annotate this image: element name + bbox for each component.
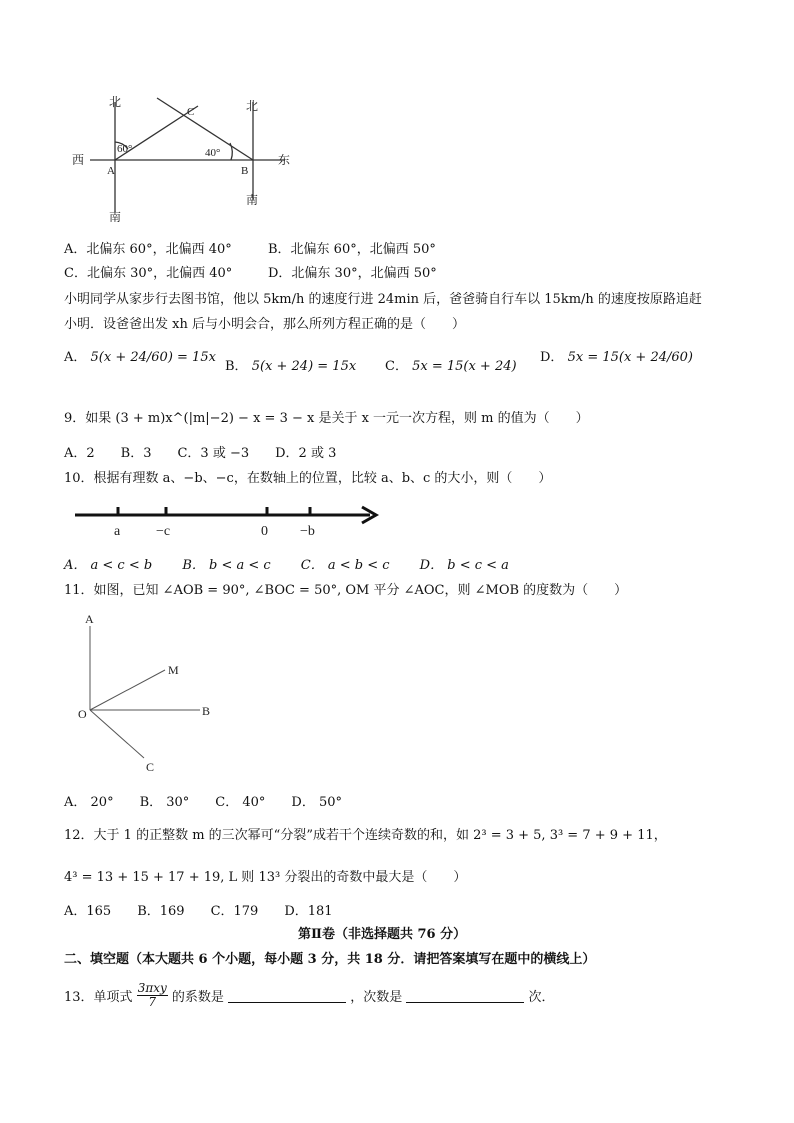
compass-option-b: B．北偏东 60°，北偏西 50° xyxy=(268,242,436,257)
q8-text-line1: 小明同学从家步行去图书馆，他以 5km/h 的速度行进 24min 后，爸爸骑自行车以 15km/h 的速度按原路追赶 xyxy=(64,292,702,307)
tick-label-zero: 0 xyxy=(261,524,268,539)
compass-option-a: A．北偏东 60°，北偏西 40° xyxy=(64,242,232,257)
point-b-label: B xyxy=(202,704,211,718)
tick-label-neg-b: −b xyxy=(300,524,315,539)
q8-option-b xyxy=(225,355,356,374)
q11-options: A． 20° B． 30° C． 40° D． 50° xyxy=(64,795,343,810)
compass-option-d: D．北偏东 30°，北偏西 50° xyxy=(268,266,437,281)
q13-coef-text: 的系数是 xyxy=(171,990,224,1005)
q9-options: A．2 B．3 C．3 或 −3 D．2 或 3 xyxy=(64,446,337,461)
q8-option-b-equation: 5(x + 24) = 15x xyxy=(251,359,357,374)
q8-option-a xyxy=(64,346,216,365)
compass-option-c: C．北偏东 30°，北偏西 40° xyxy=(64,266,233,281)
point-c-label: C xyxy=(146,760,155,774)
q13-prefix: 13．单项式 xyxy=(64,990,133,1005)
q8-option-d-label: D． xyxy=(540,350,564,365)
compass-figure xyxy=(60,90,310,225)
tick-label-a: a xyxy=(114,524,121,539)
part-heading: 二、填空题（本大题共 6 个小题，每小题 3 分，共 18 分．请把答案填写在题中的横线上） xyxy=(64,952,596,967)
q8-option-d-equation: 5x = 15(x + 24/60) xyxy=(567,350,693,365)
south-label-a: 南 xyxy=(109,210,122,224)
q10-options: A． a < c < b B． b < a < c C． a < b < c D． b < c < a xyxy=(64,558,509,573)
q8-text-line2: 小明．设爸爸出发 xh 后与小明会合，那么所列方程正确的是（ ） xyxy=(64,317,465,332)
degree-blank[interactable] xyxy=(406,988,524,1003)
q13-degree-text: ，次数是 xyxy=(350,990,403,1005)
north-label-b: 北 xyxy=(246,99,259,113)
east-label: 东 xyxy=(278,153,291,167)
angle-a-label: 60° xyxy=(117,143,133,155)
q8-option-b-label: B． xyxy=(225,359,248,374)
q13-end: 次． xyxy=(528,990,555,1005)
q8-option-d xyxy=(540,346,693,365)
q10-text: 10．根据有理数 a、−b、−c，在数轴上的位置，比较 a、b、c 的大小，则（ ） xyxy=(64,471,552,486)
coefficient-blank[interactable] xyxy=(228,988,346,1003)
q8-option-c-equation: 5x = 15(x + 24) xyxy=(412,359,517,374)
q8-option-c xyxy=(385,355,517,374)
q8-option-a-label: A． xyxy=(64,350,87,365)
west-label: 西 xyxy=(72,153,85,167)
q12-text-line2: 4³ = 13 + 15 + 17 + 19, L 则 13³ 分裂出的奇数中最大是（ ） xyxy=(64,870,467,885)
q8-option-a-equation: 5(x + 24/60) = 15x xyxy=(90,350,216,365)
point-b: B xyxy=(241,165,249,177)
q12-options: A．165 B．169 C．179 D．181 xyxy=(64,904,333,919)
angle-b-label: 40° xyxy=(205,147,221,159)
point-a-label: A xyxy=(85,612,94,626)
point-a: A xyxy=(107,165,115,177)
q13 xyxy=(64,982,555,1009)
fraction-denominator: 7 xyxy=(148,995,157,1009)
q12-text-line1: 12．大于 1 的正整数 m 的三次幂可“分裂”成若干个连续奇数的和，如 2³ = 3 + 5, 3³ = 7 + 9 + 11， xyxy=(64,828,667,843)
q9-text: 9．如果 (3 + m)x^(|m|−2) − x = 3 − x 是关于 x 一元一次方程，则 m 的值为（ ） xyxy=(64,411,589,426)
angle-figure xyxy=(70,608,230,778)
q8-option-c-label: C． xyxy=(385,359,408,374)
fraction-numerator: 3πxy xyxy=(137,981,167,995)
section-title: 第Ⅱ卷（非选择题共 76 分） xyxy=(298,927,467,942)
q11-text: 11．如图，已知 ∠AOB = 90°, ∠BOC = 50°, OM 平分 ∠AOC，则 ∠MOB 的度数为（ ） xyxy=(64,583,628,598)
point-c: C xyxy=(187,106,195,118)
tick-label-neg-c: −c xyxy=(156,524,171,539)
number-line xyxy=(70,495,390,543)
point-o-label: O xyxy=(78,707,87,721)
south-label-b: 南 xyxy=(246,193,259,207)
north-label-a: 北 xyxy=(109,95,122,109)
point-m-label: M xyxy=(168,663,179,677)
monomial-fraction xyxy=(137,982,168,1009)
